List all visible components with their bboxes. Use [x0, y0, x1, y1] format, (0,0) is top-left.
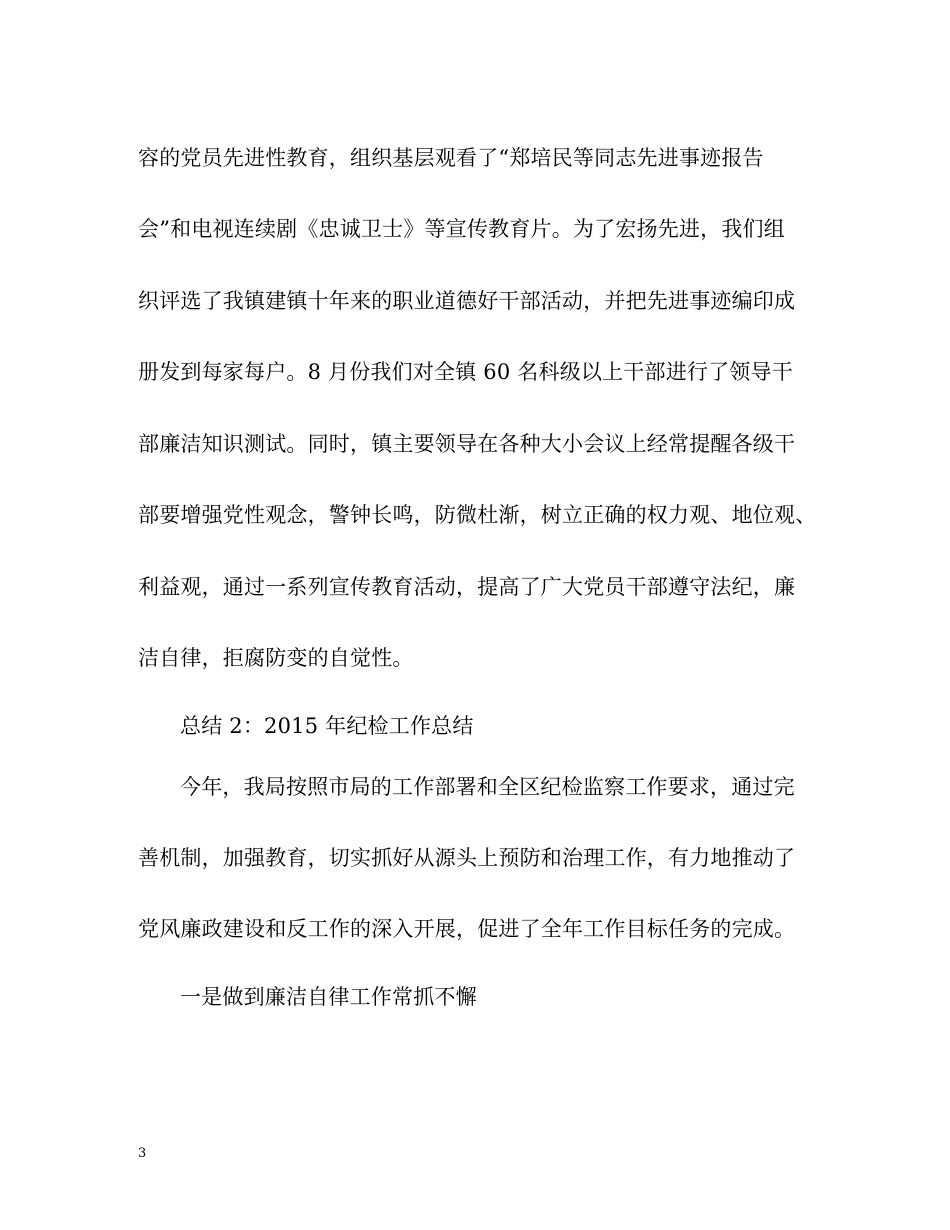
text-line-5: 部廉洁知识测试。同时，镇主要领导在各种大小会议上经常提醒各级干 [138, 432, 796, 456]
text-line-8: 洁自律，拒腐防变的自觉性。 [138, 646, 414, 670]
subsection-heading: 一是做到廉洁自律工作常抓不懈 [180, 985, 477, 1009]
page-number: 3 [138, 1146, 147, 1161]
text-line-2: 会”和电视连续剧《忠诚卫士》等宣传教育片。为了宏扬先进，我们组 [138, 217, 785, 241]
text-line-11: 善机制，加强教育，切实抓好从源头上预防和治理工作，有力地推动了 [138, 846, 796, 870]
text-line-4: 册发到每家每户。8 月份我们对全镇 60 名科级以上干部进行了领导干 [138, 360, 793, 384]
text-line-10: 今年，我局按照市局的工作部署和全区纪检监察工作要求，通过完 [180, 775, 795, 799]
text-line-12: 党风廉政建设和反工作的深入开展，促进了全年工作目标任务的完成。 [138, 917, 796, 941]
text-line-7: 利益观，通过一系列宣传教育活动，提高了广大党员干部遵守法纪，廉 [138, 575, 796, 599]
text-line-1: 容的党员先进性教育，组织基层观看了“郑培民等同志先进事迹报告 [138, 146, 764, 170]
section-heading: 总结 2：2015 年纪检工作总结 [180, 714, 474, 738]
text-line-3: 织评选了我镇建镇十年来的职业道德好干部活动，并把先进事迹编印成 [138, 289, 796, 313]
text-line-6: 部要增强党性观念，警钟长鸣，防微杜渐，树立正确的权力观、地位观、 [138, 503, 817, 527]
